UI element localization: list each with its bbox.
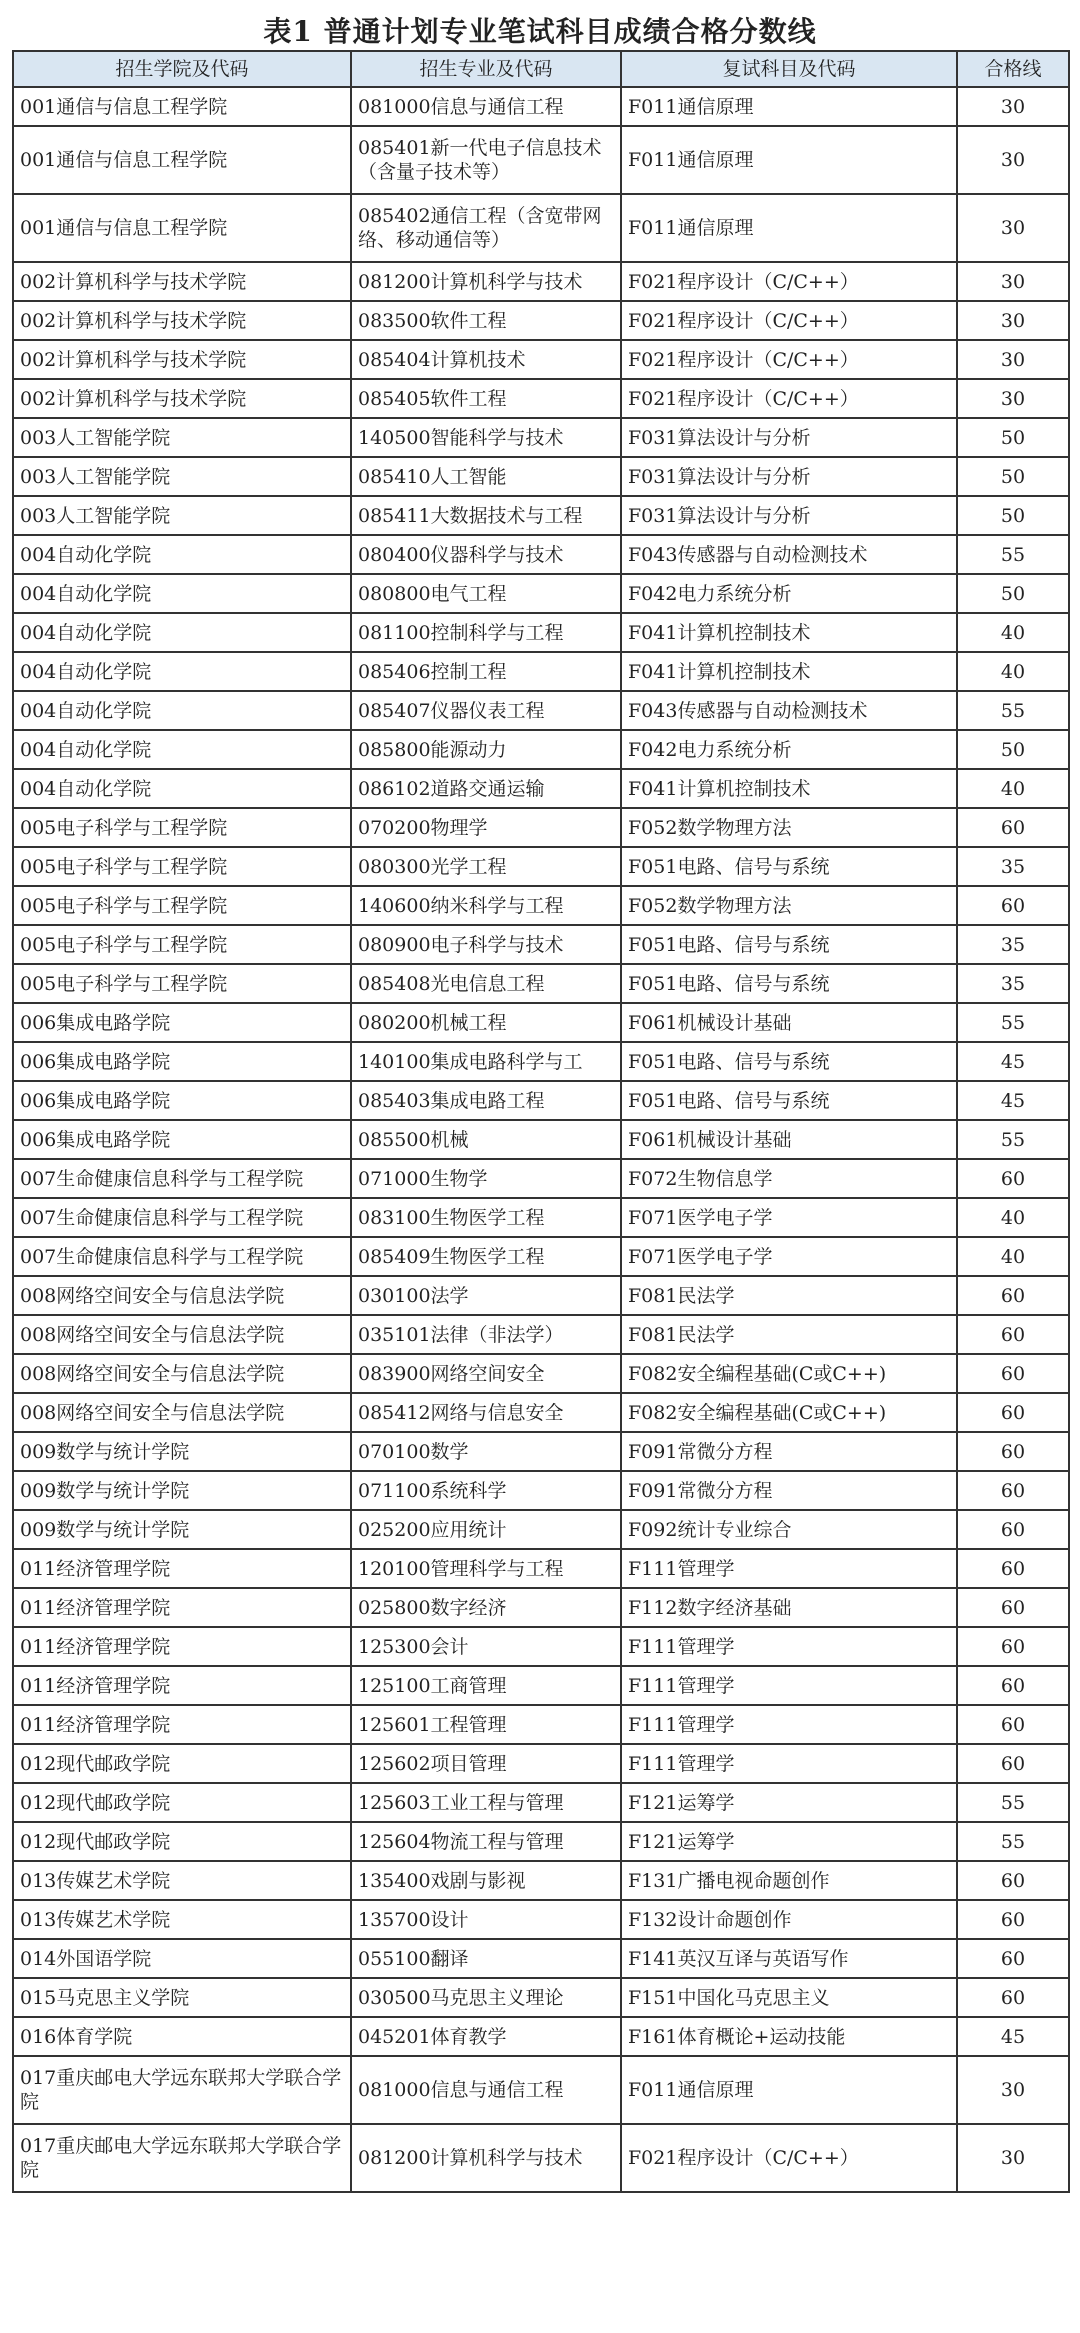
cell-major: 035101法律（非法学） (351, 1315, 621, 1354)
cell-major: 085406控制工程 (351, 652, 621, 691)
cell-college: 005电子科学与工程学院 (13, 808, 351, 847)
cell-subject: F111管理学 (621, 1627, 957, 1666)
cell-score: 45 (957, 1042, 1069, 1081)
cell-college: 011经济管理学院 (13, 1705, 351, 1744)
cell-subject: F112数字经济基础 (621, 1588, 957, 1627)
cell-major: 085411大数据技术与工程 (351, 496, 621, 535)
cell-major: 071100系统科学 (351, 1471, 621, 1510)
cell-score: 55 (957, 691, 1069, 730)
cell-subject: F051电路、信号与系统 (621, 847, 957, 886)
cell-major: 120100管理科学与工程 (351, 1549, 621, 1588)
cell-major: 081000信息与通信工程 (351, 87, 621, 126)
cell-score: 30 (957, 301, 1069, 340)
cell-major: 071000生物学 (351, 1159, 621, 1198)
cell-major: 081200计算机科学与技术 (351, 262, 621, 301)
cell-college: 005电子科学与工程学院 (13, 847, 351, 886)
table-header (13, 51, 1069, 87)
header-score: 合格线 (957, 51, 1069, 87)
cell-college: 006集成电路学院 (13, 1042, 351, 1081)
cell-score: 40 (957, 769, 1069, 808)
cell-subject: F051电路、信号与系统 (621, 964, 957, 1003)
cell-score: 40 (957, 652, 1069, 691)
cell-college: 001通信与信息工程学院 (13, 87, 351, 126)
cell-major: 085401新一代电子信息技术（含量子技术等） (351, 126, 621, 194)
cell-subject: F042电力系统分析 (621, 574, 957, 613)
cell-subject: F031算法设计与分析 (621, 457, 957, 496)
cell-major: 080800电气工程 (351, 574, 621, 613)
cell-score: 60 (957, 1549, 1069, 1588)
cell-major: 081100控制科学与工程 (351, 613, 621, 652)
table-row (13, 1315, 1069, 1354)
cell-subject: F051电路、信号与系统 (621, 1042, 957, 1081)
cell-college: 005电子科学与工程学院 (13, 886, 351, 925)
table-row (13, 379, 1069, 418)
table-row (13, 2017, 1069, 2056)
table-row (13, 535, 1069, 574)
cell-score: 60 (957, 1978, 1069, 2017)
cell-major: 085409生物医学工程 (351, 1237, 621, 1276)
table-row (13, 691, 1069, 730)
table-row (13, 1705, 1069, 1744)
cell-subject: F121运筹学 (621, 1783, 957, 1822)
cell-college: 002计算机科学与技术学院 (13, 340, 351, 379)
cell-subject: F111管理学 (621, 1549, 957, 1588)
table-row (13, 1627, 1069, 1666)
cell-college: 007生命健康信息科学与工程学院 (13, 1237, 351, 1276)
cell-college: 001通信与信息工程学院 (13, 126, 351, 194)
cell-score: 60 (957, 1354, 1069, 1393)
cell-score: 50 (957, 574, 1069, 613)
cell-score: 50 (957, 457, 1069, 496)
cell-score: 60 (957, 1471, 1069, 1510)
cell-college: 012现代邮政学院 (13, 1822, 351, 1861)
cell-score: 45 (957, 1081, 1069, 1120)
cell-score: 50 (957, 418, 1069, 457)
cell-college: 003人工智能学院 (13, 496, 351, 535)
cell-subject: F041计算机控制技术 (621, 613, 957, 652)
cell-major: 030100法学 (351, 1276, 621, 1315)
cell-college: 006集成电路学院 (13, 1120, 351, 1159)
cell-college: 006集成电路学院 (13, 1003, 351, 1042)
table-title: 表1 普通计划专业笔试科目成绩合格分数线 (263, 15, 817, 48)
cell-major: 140600纳米科学与工程 (351, 886, 621, 925)
cell-score: 60 (957, 1705, 1069, 1744)
cell-subject: F091常微分方程 (621, 1432, 957, 1471)
cell-subject: F082安全编程基础(C或C++) (621, 1354, 957, 1393)
table-row (13, 1510, 1069, 1549)
cell-major: 081200计算机科学与技术 (351, 2124, 621, 2192)
cell-subject: F071医学电子学 (621, 1237, 957, 1276)
cell-major: 125603工业工程与管理 (351, 1783, 621, 1822)
cell-score: 30 (957, 126, 1069, 194)
cell-college: 011经济管理学院 (13, 1588, 351, 1627)
table-row (13, 1354, 1069, 1393)
cell-college: 012现代邮政学院 (13, 1783, 351, 1822)
cell-subject: F041计算机控制技术 (621, 769, 957, 808)
cell-major: 085410人工智能 (351, 457, 621, 496)
table-row (13, 847, 1069, 886)
cell-subject: F021程序设计（C/C++） (621, 379, 957, 418)
table-row (13, 1822, 1069, 1861)
cell-score: 40 (957, 1237, 1069, 1276)
cell-score: 55 (957, 1120, 1069, 1159)
cell-college: 008网络空间安全与信息法学院 (13, 1315, 351, 1354)
cell-score: 60 (957, 1315, 1069, 1354)
cell-subject: F141英汉互译与英语写作 (621, 1939, 957, 1978)
table-row (13, 652, 1069, 691)
cell-subject: F041计算机控制技术 (621, 652, 957, 691)
cell-major: 080200机械工程 (351, 1003, 621, 1042)
cell-major: 086102道路交通运输 (351, 769, 621, 808)
cell-score: 30 (957, 340, 1069, 379)
cell-subject: F051电路、信号与系统 (621, 925, 957, 964)
cell-subject: F051电路、信号与系统 (621, 1081, 957, 1120)
table-row (13, 1081, 1069, 1120)
table-row (13, 496, 1069, 535)
table-row (13, 886, 1069, 925)
cell-subject: F031算法设计与分析 (621, 496, 957, 535)
table-row (13, 1900, 1069, 1939)
cell-score: 40 (957, 613, 1069, 652)
table-row (13, 1549, 1069, 1588)
table-row (13, 769, 1069, 808)
cell-score: 60 (957, 1432, 1069, 1471)
cell-college: 002计算机科学与技术学院 (13, 262, 351, 301)
cell-major: 085407仪器仪表工程 (351, 691, 621, 730)
table-row (13, 1237, 1069, 1276)
table-row (13, 418, 1069, 457)
cell-score: 30 (957, 379, 1069, 418)
cell-subject: F092统计专业综合 (621, 1510, 957, 1549)
cell-major: 140100集成电路科学与工 (351, 1042, 621, 1081)
cell-college: 003人工智能学院 (13, 457, 351, 496)
cell-subject: F091常微分方程 (621, 1471, 957, 1510)
cell-college: 013传媒艺术学院 (13, 1900, 351, 1939)
cell-major: 085404计算机技术 (351, 340, 621, 379)
cell-major: 125602项目管理 (351, 1744, 621, 1783)
cell-subject: F111管理学 (621, 1705, 957, 1744)
cell-subject: F021程序设计（C/C++） (621, 301, 957, 340)
cell-college: 014外国语学院 (13, 1939, 351, 1978)
cell-score: 60 (957, 1939, 1069, 1978)
cell-subject: F072生物信息学 (621, 1159, 957, 1198)
cell-college: 004自动化学院 (13, 535, 351, 574)
table-row (13, 613, 1069, 652)
cell-major: 083100生物医学工程 (351, 1198, 621, 1237)
cell-major: 080300光学工程 (351, 847, 621, 886)
table-row (13, 1198, 1069, 1237)
cell-score: 55 (957, 535, 1069, 574)
cell-subject: F061机械设计基础 (621, 1120, 957, 1159)
cell-major: 125604物流工程与管理 (351, 1822, 621, 1861)
cell-major: 125100工商管理 (351, 1666, 621, 1705)
cell-subject: F052数学物理方法 (621, 886, 957, 925)
table-row (13, 1978, 1069, 2017)
cell-score: 60 (957, 1510, 1069, 1549)
cell-college: 006集成电路学院 (13, 1081, 351, 1120)
cell-college: 008网络空间安全与信息法学院 (13, 1393, 351, 1432)
cell-subject: F061机械设计基础 (621, 1003, 957, 1042)
cell-college: 016体育学院 (13, 2017, 351, 2056)
cell-college: 002计算机科学与技术学院 (13, 301, 351, 340)
cell-major: 085405软件工程 (351, 379, 621, 418)
cell-subject: F043传感器与自动检测技术 (621, 691, 957, 730)
cell-major: 135400戏剧与影视 (351, 1861, 621, 1900)
table-row (13, 126, 1069, 194)
table-row (13, 1471, 1069, 1510)
cell-major: 125601工程管理 (351, 1705, 621, 1744)
table-row (13, 1432, 1069, 1471)
table-row (13, 301, 1069, 340)
cell-college: 007生命健康信息科学与工程学院 (13, 1159, 351, 1198)
cell-college: 004自动化学院 (13, 574, 351, 613)
cell-score: 35 (957, 847, 1069, 886)
cell-subject: F011通信原理 (621, 87, 957, 126)
cell-subject: F021程序设计（C/C++） (621, 2124, 957, 2192)
cell-college: 017重庆邮电大学远东联邦大学联合学院 (13, 2056, 351, 2124)
cell-major: 045201体育教学 (351, 2017, 621, 2056)
table-row (13, 1783, 1069, 1822)
table-row (13, 1744, 1069, 1783)
cell-major: 080900电子科学与技术 (351, 925, 621, 964)
header-major: 招生专业及代码 (351, 51, 621, 87)
cell-college: 004自动化学院 (13, 613, 351, 652)
header-subject: 复试科目及代码 (621, 51, 957, 87)
cell-score: 60 (957, 886, 1069, 925)
table-row (13, 1666, 1069, 1705)
cell-college: 012现代邮政学院 (13, 1744, 351, 1783)
cell-score: 60 (957, 1861, 1069, 1900)
table-row (13, 1588, 1069, 1627)
cell-score: 60 (957, 1276, 1069, 1315)
cell-college: 005电子科学与工程学院 (13, 925, 351, 964)
cell-college: 015马克思主义学院 (13, 1978, 351, 2017)
cell-major: 140500智能科学与技术 (351, 418, 621, 457)
cell-score: 35 (957, 925, 1069, 964)
cell-subject: F132设计命题创作 (621, 1900, 957, 1939)
cell-score: 60 (957, 1393, 1069, 1432)
cell-subject: F131广播电视命题创作 (621, 1861, 957, 1900)
cell-subject: F121运筹学 (621, 1822, 957, 1861)
cell-major: 080400仪器科学与技术 (351, 535, 621, 574)
table-row (13, 2056, 1069, 2124)
cell-college: 007生命健康信息科学与工程学院 (13, 1198, 351, 1237)
cell-score: 60 (957, 1744, 1069, 1783)
cell-major: 085403集成电路工程 (351, 1081, 621, 1120)
cell-score: 60 (957, 1666, 1069, 1705)
cell-subject: F011通信原理 (621, 2056, 957, 2124)
cell-subject: F011通信原理 (621, 126, 957, 194)
table-row (13, 1393, 1069, 1432)
cell-college: 002计算机科学与技术学院 (13, 379, 351, 418)
cell-subject: F031算法设计与分析 (621, 418, 957, 457)
cell-score: 30 (957, 194, 1069, 262)
cell-major: 135700设计 (351, 1900, 621, 1939)
table-row (13, 964, 1069, 1003)
cell-subject: F043传感器与自动检测技术 (621, 535, 957, 574)
table-row (13, 1276, 1069, 1315)
table-row (13, 1939, 1069, 1978)
cell-subject: F081民法学 (621, 1315, 957, 1354)
score-table (12, 50, 1070, 2193)
cell-score: 45 (957, 2017, 1069, 2056)
cell-major: 081000信息与通信工程 (351, 2056, 621, 2124)
cell-subject: F052数学物理方法 (621, 808, 957, 847)
table-row (13, 262, 1069, 301)
cell-score: 60 (957, 808, 1069, 847)
header-college: 招生学院及代码 (13, 51, 351, 87)
cell-major: 085402通信工程（含宽带网络、移动通信等） (351, 194, 621, 262)
cell-score: 55 (957, 1783, 1069, 1822)
cell-major: 083500软件工程 (351, 301, 621, 340)
cell-major: 070100数学 (351, 1432, 621, 1471)
cell-subject: F082安全编程基础(C或C++) (621, 1393, 957, 1432)
table-row (13, 1159, 1069, 1198)
cell-score: 60 (957, 1159, 1069, 1198)
cell-major: 085500机械 (351, 1120, 621, 1159)
table-row (13, 194, 1069, 262)
cell-score: 50 (957, 730, 1069, 769)
cell-college: 001通信与信息工程学院 (13, 194, 351, 262)
cell-college: 009数学与统计学院 (13, 1471, 351, 1510)
cell-subject: F111管理学 (621, 1666, 957, 1705)
cell-major: 070200物理学 (351, 808, 621, 847)
cell-major: 085412网络与信息安全 (351, 1393, 621, 1432)
cell-score: 40 (957, 1198, 1069, 1237)
cell-subject: F042电力系统分析 (621, 730, 957, 769)
cell-subject: F161体育概论+运动技能 (621, 2017, 957, 2056)
table-row (13, 1861, 1069, 1900)
cell-score: 60 (957, 1900, 1069, 1939)
cell-college: 004自动化学院 (13, 769, 351, 808)
cell-score: 55 (957, 1003, 1069, 1042)
cell-college: 011经济管理学院 (13, 1627, 351, 1666)
table-row (13, 925, 1069, 964)
cell-score: 35 (957, 964, 1069, 1003)
cell-major: 025200应用统计 (351, 1510, 621, 1549)
cell-score: 30 (957, 262, 1069, 301)
cell-college: 004自动化学院 (13, 691, 351, 730)
cell-college: 017重庆邮电大学远东联邦大学联合学院 (13, 2124, 351, 2192)
header-row (13, 51, 1069, 87)
cell-score: 55 (957, 1822, 1069, 1861)
cell-subject: F081民法学 (621, 1276, 957, 1315)
cell-college: 009数学与统计学院 (13, 1510, 351, 1549)
table-row (13, 1120, 1069, 1159)
cell-college: 004自动化学院 (13, 652, 351, 691)
cell-college: 009数学与统计学院 (13, 1432, 351, 1471)
cell-major: 055100翻译 (351, 1939, 621, 1978)
cell-major: 125300会计 (351, 1627, 621, 1666)
cell-score: 30 (957, 87, 1069, 126)
cell-major: 083900网络空间安全 (351, 1354, 621, 1393)
cell-college: 003人工智能学院 (13, 418, 351, 457)
table-row (13, 730, 1069, 769)
cell-major: 085408光电信息工程 (351, 964, 621, 1003)
cell-score: 50 (957, 496, 1069, 535)
cell-subject: F071医学电子学 (621, 1198, 957, 1237)
cell-major: 025800数字经济 (351, 1588, 621, 1627)
cell-subject: F021程序设计（C/C++） (621, 262, 957, 301)
table-row (13, 340, 1069, 379)
cell-major: 030500马克思主义理论 (351, 1978, 621, 2017)
cell-score: 30 (957, 2056, 1069, 2124)
cell-college: 008网络空间安全与信息法学院 (13, 1276, 351, 1315)
table-row (13, 808, 1069, 847)
cell-subject: F011通信原理 (621, 194, 957, 262)
table-row (13, 2124, 1069, 2192)
table-row (13, 457, 1069, 496)
cell-major: 085800能源动力 (351, 730, 621, 769)
cell-score: 30 (957, 2124, 1069, 2192)
table-row (13, 1042, 1069, 1081)
cell-subject: F151中国化马克思主义 (621, 1978, 957, 2017)
cell-college: 011经济管理学院 (13, 1549, 351, 1588)
cell-college: 011经济管理学院 (13, 1666, 351, 1705)
table-body (13, 87, 1069, 2192)
cell-college: 013传媒艺术学院 (13, 1861, 351, 1900)
table-row (13, 1003, 1069, 1042)
table-row (13, 87, 1069, 126)
cell-score: 60 (957, 1588, 1069, 1627)
cell-college: 008网络空间安全与信息法学院 (13, 1354, 351, 1393)
cell-college: 004自动化学院 (13, 730, 351, 769)
cell-subject: F021程序设计（C/C++） (621, 340, 957, 379)
cell-subject: F111管理学 (621, 1744, 957, 1783)
cell-college: 005电子科学与工程学院 (13, 964, 351, 1003)
table-row (13, 574, 1069, 613)
cell-score: 60 (957, 1627, 1069, 1666)
